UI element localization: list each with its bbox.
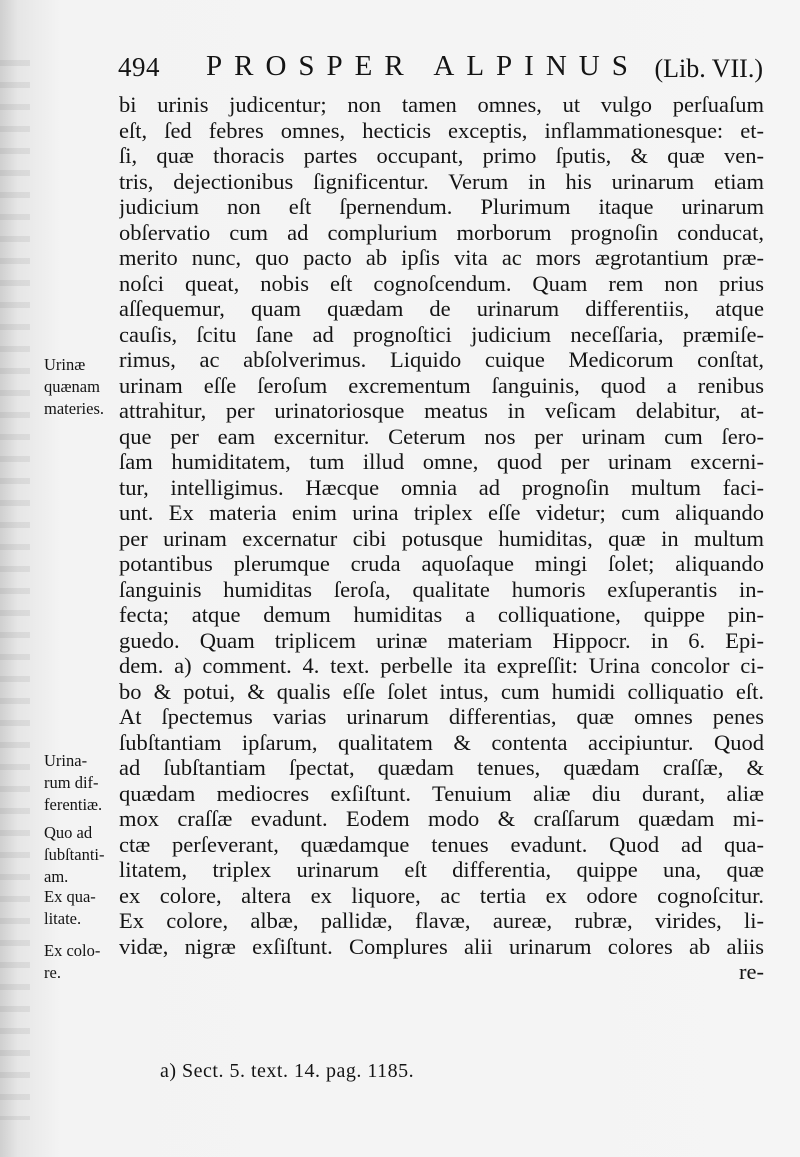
text-line: guedo. Quam triplicem urinæ materiam Hippocr. in 6. Epi-: [119, 627, 764, 653]
margin-note-line: Quo ad: [44, 823, 93, 842]
text-line: ſi, quæ thoracis partes occupant, primo ſputis, & quæ ven-: [119, 143, 764, 168]
margin-note-line: Ex colo-: [44, 941, 101, 960]
text-line: ex colore, altera ex liquore, ac tertia ex odore cognoſcitur.: [119, 882, 764, 908]
text-line: judicium non eſt ſpernendum. Plurimum itaque urinarum: [119, 194, 764, 219]
text-line: Ex colore, albæ, pallidæ, flavæ, aureæ, rubræ, virides, li-: [119, 908, 764, 933]
text-line: unt. Ex materia enim urina triplex eſſe videtur; cum aliquando: [119, 500, 764, 525]
margin-note-colour: [44, 940, 124, 984]
margin-note-line: Urinæ: [44, 355, 86, 374]
text-line: litatem, triplex urinarum eſt differentia, quippe una, quæ: [119, 857, 764, 882]
text-line: vidæ, nigræ exſiſtunt. Complures alii urinarum colores ab aliis: [119, 933, 764, 959]
text-line: per urinam excernatur cibi potusque humiditas, quæ in multum: [119, 525, 764, 551]
text-line: ad ſubſtantiam ſpectat, quædam tenues, quædam craſſæ, &: [119, 755, 764, 780]
text-line: ſubſtantiam ipſarum, qualitatem & contenta accipiuntur. Quod: [119, 729, 764, 755]
text-line: tris, dejectionibus ſignificentur. Verum in his urinarum etiam: [119, 168, 764, 194]
text-line: dem. a) comment. 4. text. perbelle ita expreſſit: Urina concolor ci-: [119, 653, 764, 678]
margin-note-line: quænam: [44, 377, 100, 396]
margin-note-line: re.: [44, 963, 61, 982]
text-line: quædam mediocres exſiſtunt. Tenuium aliæ diu durant, aliæ: [119, 780, 764, 806]
running-header: [118, 50, 763, 86]
margin-note-urine-differences: [44, 750, 124, 816]
footnote: a) Sect. 5. text. 14. pag. 1185.: [160, 1060, 415, 1082]
margin-note-line: litate.: [44, 909, 82, 928]
margin-note-line: am.: [44, 867, 69, 886]
text-line: bi urinis judicentur; non tamen omnes, ut vulgo perſuaſum: [119, 92, 764, 117]
text-line: que per eam excernitur. Ceterum nos per urinam cum ſero-: [119, 423, 764, 449]
text-line: obſervatio cum ad complurium morborum prognoſin conducat,: [119, 219, 764, 245]
text-line: eſt, ſed febres omnes, hecticis exceptis, inflammationesque: et-: [119, 117, 764, 143]
margin-note-line: Urina-: [44, 751, 88, 770]
page-number: 494: [118, 52, 160, 82]
text-line: aſſequemur, quam quædam de urinarum differentiis, atque: [119, 296, 764, 321]
margin-note-line: ferentiæ.: [44, 795, 103, 814]
text-line: ctæ perſeverant, quædamque tenues evadunt. Quod ad qua-: [119, 831, 764, 857]
margin-note-urine-matter: [44, 354, 124, 420]
main-text-block: [119, 92, 764, 985]
margin-note-line: ſubſtanti-: [44, 845, 105, 864]
running-title: PROSPER ALPINUS: [206, 50, 640, 82]
text-line: ſanguinis humiditas ſeroſa, qualitate humoris exſuperantis in-: [119, 576, 764, 602]
text-line: bo & potui, & qualis eſſe ſolet intus, cum humidi colliquatio eſt.: [119, 678, 764, 704]
page-gutter-shadow: [0, 60, 30, 1120]
text-line: attrahitur, per urinatoriosque meatus in veſicam delabitur, at-: [119, 398, 764, 423]
margin-note-quality: [44, 886, 124, 930]
margin-note-line: rum dif-: [44, 773, 99, 792]
catchword: re-: [739, 959, 764, 984]
text-line: fecta; atque demum humiditas a colliquatione, quippe pin-: [119, 602, 764, 627]
margin-note-line: Ex qua-: [44, 887, 96, 906]
text-line: cauſis, ſcitu ſane ad prognoſtici judicium neceſſaria, præmiſe-: [119, 321, 764, 347]
text-line: urinam eſſe ſeroſum excrementum ſanguinis, quod a renibus: [119, 372, 764, 398]
text-line: tur, intelligimus. Hæcque omnia ad prognoſin multum faci-: [119, 474, 764, 500]
margin-note-line: materies.: [44, 399, 105, 418]
text-line: ſam humiditatem, tum illud omne, quod per urinam excerni-: [119, 449, 764, 474]
text-line: At ſpectemus varias urinarum differentias, quæ omnes penes: [119, 704, 764, 729]
text-line: mox craſſæ evadunt. Eodem modo & craſſarum quædam mi-: [119, 806, 764, 831]
margin-note-substance: [44, 822, 124, 888]
text-line: noſci queat, nobis eſt cognoſcendum. Quam rem non prius: [119, 270, 764, 296]
text-line: rimus, ac abſolverimus. Liquido cuique Medicorum conſtat,: [119, 347, 764, 372]
book-reference: (Lib. VII.): [654, 54, 763, 83]
text-line: potantibus plerumque cruda aquoſaque mingi ſolet; aliquando: [119, 551, 764, 576]
text-line: merito nunc, quo pacto ab ipſis vita ac mors ægrotantium præ-: [119, 245, 764, 270]
